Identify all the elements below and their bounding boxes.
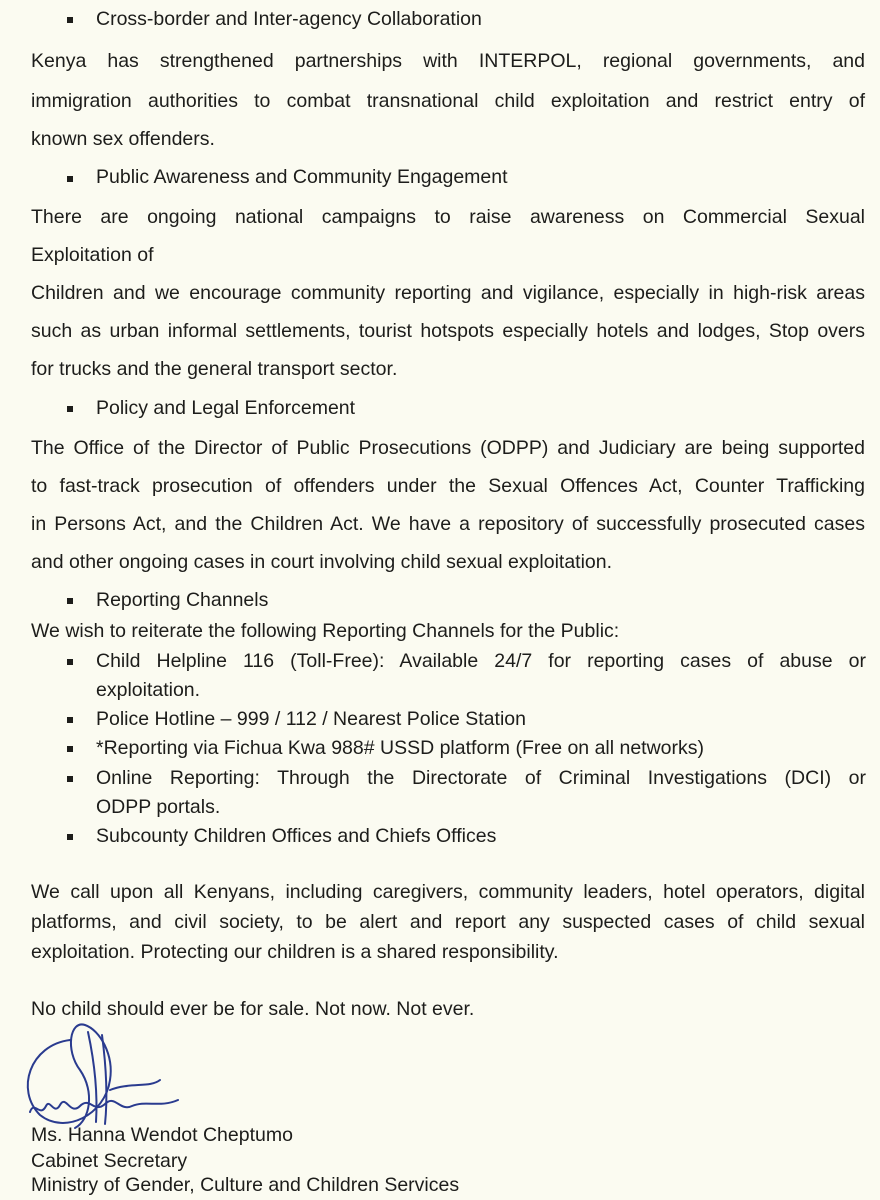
channel-item: Child Helpline 116 (Toll-Free): Available 24/7 for reporting cases of abuse or — [96, 650, 866, 672]
signature-icon — [10, 1020, 210, 1130]
channel-item: Police Hotline – 999 / 112 / Nearest Police Station — [96, 708, 526, 730]
signatory-title: Cabinet Secretary — [31, 1150, 188, 1172]
bullet-icon — [67, 598, 73, 604]
paragraph-line: for trucks and the general transport sector. — [31, 358, 398, 380]
bullet-icon — [67, 17, 73, 23]
bullet-icon — [67, 176, 73, 182]
section-heading: Policy and Legal Enforcement — [96, 397, 356, 419]
closing-line: platforms, and civil society, to be alert and report any suspected cases of child sexual — [31, 911, 865, 933]
paragraph-line: Children and we encourage community reporting and vigilance, especially in high-risk areas — [31, 282, 865, 304]
signature — [10, 1020, 210, 1130]
paragraph-line: Kenya has strengthened partnerships with INTERPOL, regional governments, and — [31, 50, 865, 72]
section-heading: Public Awareness and Community Engagement — [96, 166, 508, 188]
bullet-icon — [67, 776, 73, 782]
paragraph-line: and other ongoing cases in court involving child sexual exploitation. — [31, 551, 613, 573]
section-heading: Cross-border and Inter-agency Collaboration — [96, 8, 482, 30]
paragraph-line: Exploitation of — [31, 244, 154, 266]
paragraph-line: The Office of the Director of Public Prosecutions (ODPP) and Judiciary are being supported — [31, 437, 865, 459]
paragraph-line: such as urban informal settlements, tourist hotspots especially hotels and lodges, Stop overs — [31, 320, 865, 342]
paragraph-line: to fast-track prosecution of offenders under the Sexual Offences Act, Counter Trafficking — [31, 475, 865, 497]
closing-line: We call upon all Kenyans, including caregivers, community leaders, hotel operators, digital — [31, 881, 865, 903]
section-heading: Reporting Channels — [96, 589, 269, 611]
paragraph-line: There are ongoing national campaigns to raise awareness on Commercial Sexual — [31, 206, 865, 228]
signatory-ministry: Ministry of Gender, Culture and Children Services — [31, 1174, 460, 1196]
channel-item-continued: exploitation. — [96, 679, 201, 701]
paragraph-line: We wish to reiterate the following Reporting Channels for the Public: — [31, 620, 620, 642]
bullet-icon — [67, 746, 73, 752]
bullet-icon — [67, 834, 73, 840]
channel-item: Subcounty Children Offices and Chiefs Offices — [96, 825, 497, 847]
channel-item-continued: ODPP portals. — [96, 796, 221, 818]
slogan: No child should ever be for sale. Not now. Not ever. — [31, 998, 475, 1020]
paragraph-line: in Persons Act, and the Children Act. We have a repository of successfully prosecuted cases — [31, 513, 865, 535]
signatory-name: Ms. Hanna Wendot Cheptumo — [31, 1124, 293, 1146]
channel-item: *Reporting via Fichua Kwa 988# USSD platform (Free on all networks) — [96, 737, 705, 759]
closing-line: exploitation. Protecting our children is a shared responsibility. — [31, 941, 559, 963]
bullet-icon — [67, 717, 73, 723]
paragraph-line: immigration authorities to combat transnational child exploitation and restrict entry of — [31, 90, 865, 112]
paragraph-line: known sex offenders. — [31, 128, 215, 150]
channel-item: Online Reporting: Through the Directorate of Criminal Investigations (DCI) or — [96, 767, 866, 789]
bullet-icon — [67, 406, 73, 412]
bullet-icon — [67, 659, 73, 665]
